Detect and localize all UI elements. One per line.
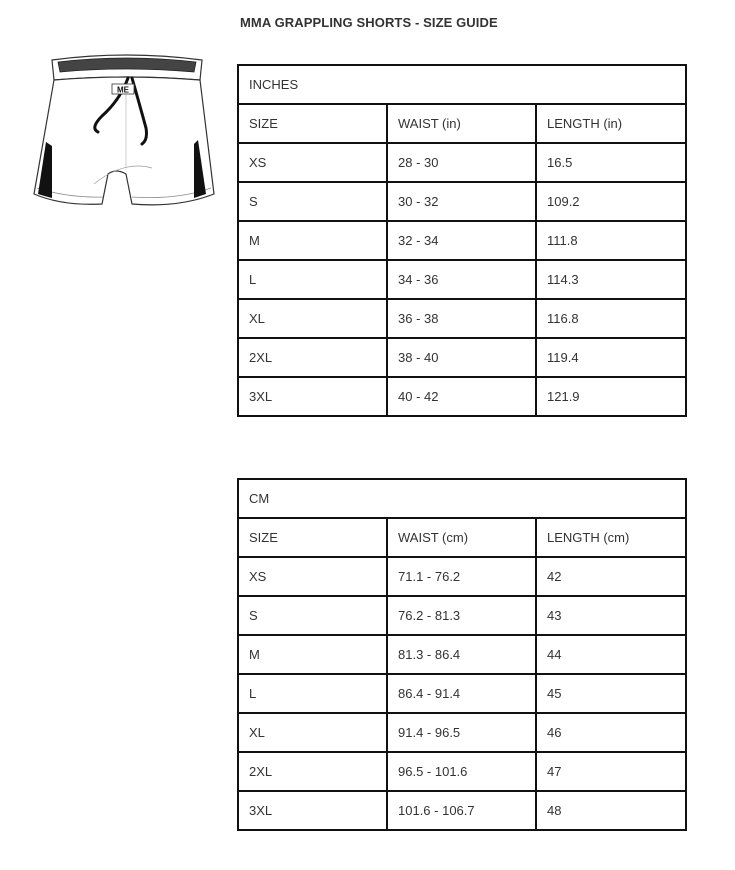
table-cell: L xyxy=(238,260,387,299)
table-cell: 30 - 32 xyxy=(387,182,536,221)
table-cell: 44 xyxy=(536,635,686,674)
table-row xyxy=(238,635,686,674)
table-cell: 96.5 - 101.6 xyxy=(387,752,536,791)
table-cell: 91.4 - 96.5 xyxy=(387,713,536,752)
table-row xyxy=(238,674,686,713)
table-cell: XL xyxy=(238,299,387,338)
table-cell: 45 xyxy=(536,674,686,713)
unit-label: INCHES xyxy=(238,65,686,104)
table-cell: XS xyxy=(238,557,387,596)
table-cell: 101.6 - 106.7 xyxy=(387,791,536,830)
table-row xyxy=(238,299,686,338)
header-row xyxy=(238,104,686,143)
table-cell: L xyxy=(238,674,387,713)
table-cell: M xyxy=(238,635,387,674)
size-table-cm xyxy=(237,478,687,831)
table-cell: 71.1 - 76.2 xyxy=(387,557,536,596)
table-cell: 2XL xyxy=(238,752,387,791)
table-cell: 32 - 34 xyxy=(387,221,536,260)
table-row xyxy=(238,377,686,416)
table-cell: 114.3 xyxy=(536,260,686,299)
unit-row xyxy=(238,65,686,104)
table-row xyxy=(238,260,686,299)
table-cell: 42 xyxy=(536,557,686,596)
table-row xyxy=(238,557,686,596)
table-row xyxy=(238,596,686,635)
table-cell: 76.2 - 81.3 xyxy=(387,596,536,635)
table-cell: 3XL xyxy=(238,377,387,416)
column-header: SIZE xyxy=(238,518,387,557)
unit-label: CM xyxy=(238,479,686,518)
table-cell: 38 - 40 xyxy=(387,338,536,377)
table-cell: 16.5 xyxy=(536,143,686,182)
table-row xyxy=(238,713,686,752)
header-row xyxy=(238,518,686,557)
table-cell: 46 xyxy=(536,713,686,752)
table-cell: 121.9 xyxy=(536,377,686,416)
table-row xyxy=(238,143,686,182)
table-cell: 2XL xyxy=(238,338,387,377)
shorts-illustration xyxy=(28,48,218,218)
table-cell: 43 xyxy=(536,596,686,635)
table-cell: 111.8 xyxy=(536,221,686,260)
table-row xyxy=(238,752,686,791)
table-cell: XS xyxy=(238,143,387,182)
table-cell: 34 - 36 xyxy=(387,260,536,299)
table-cell: 119.4 xyxy=(536,338,686,377)
table-cell: 47 xyxy=(536,752,686,791)
brand-logo: ME xyxy=(117,85,129,95)
unit-row xyxy=(238,479,686,518)
table-cell: S xyxy=(238,182,387,221)
column-header: LENGTH (in) xyxy=(536,104,686,143)
table-cell: 81.3 - 86.4 xyxy=(387,635,536,674)
table-cell: 28 - 30 xyxy=(387,143,536,182)
column-header: LENGTH (cm) xyxy=(536,518,686,557)
column-header: WAIST (in) xyxy=(387,104,536,143)
table-row xyxy=(238,791,686,830)
table-cell: 86.4 - 91.4 xyxy=(387,674,536,713)
table-cell: 116.8 xyxy=(536,299,686,338)
column-header: SIZE xyxy=(238,104,387,143)
page-title: MMA GRAPPLING SHORTS - SIZE GUIDE xyxy=(240,15,498,30)
table-cell: 3XL xyxy=(238,791,387,830)
table-cell: S xyxy=(238,596,387,635)
table-cell: 48 xyxy=(536,791,686,830)
column-header: WAIST (cm) xyxy=(387,518,536,557)
table-row xyxy=(238,182,686,221)
table-cell: 36 - 38 xyxy=(387,299,536,338)
table-row xyxy=(238,338,686,377)
table-cell: 40 - 42 xyxy=(387,377,536,416)
table-cell: XL xyxy=(238,713,387,752)
table-cell: 109.2 xyxy=(536,182,686,221)
table-row xyxy=(238,221,686,260)
size-table-inches xyxy=(237,64,687,417)
table-cell: M xyxy=(238,221,387,260)
